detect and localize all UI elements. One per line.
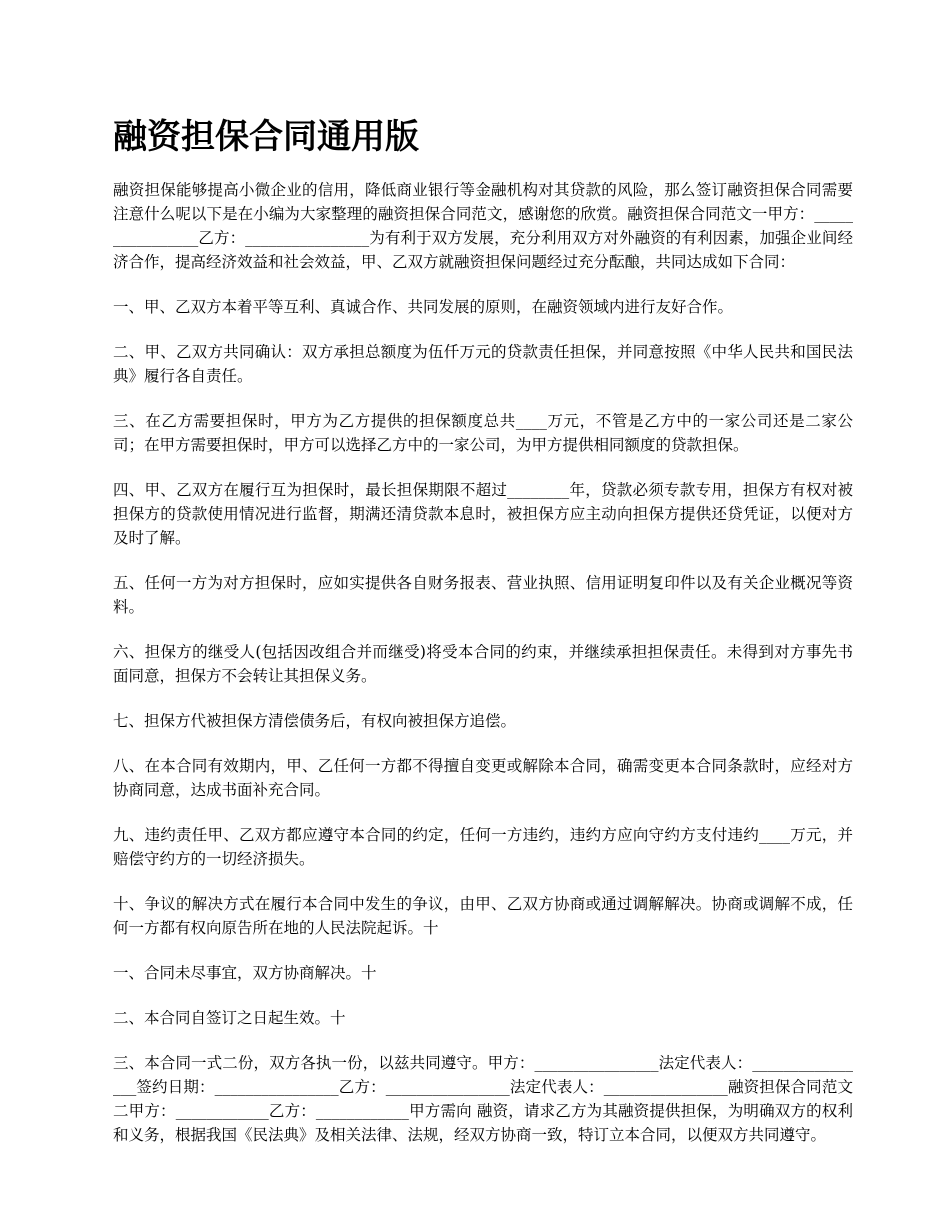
paragraph-clause-13: 三、本合同一式二份，双方各执一份，以兹共同遵守。甲方：________________法定代表人：________________签约日期：________________乙方：________________法定代表人：________________融资担保合同范文二甲方：____________乙方：____________甲方需向 融资，请求乙方为其融资提供担保，为明确双方的权利和义务，根据我国《民法典》及相关法律、法规，经双方协商一致，特订立本合同，以便双方共同遵守。 [113, 1054, 853, 1144]
paragraph-intro: 融资担保能够提高小微企业的信用，降低商业银行等金融机构对其贷款的风险，那么签订融资担保合同需要注意什么呢以下是在小编为大家整理的融资担保合同范文，感谢您的欣赏。融资担保合同范文一甲方：________________乙方：________________为有利于双方发展，充分利用双方对外融资的有利因素，加强企业间经济合作，提高经济效益和社会效益，甲、乙双方就融资担保问题经过充分酝酿，共同达成如下合同： [113, 181, 853, 271]
paragraph-clause-8: 八、在本合同有效期内，甲、乙任何一方都不得擅自变更或解除本合同，确需变更本合同条款时，应经对方协商同意，达成书面补充合同。 [113, 757, 853, 799]
paragraph-clause-4: 四、甲、乙双方在履行互为担保时，最长担保期限不超过________年，贷款必须专款专用，担保方有权对被担保方的贷款使用情况进行监督，期满还清贷款本息时，被担保方应主动向担保方提供还贷凭证，以便对方及时了解。 [113, 481, 853, 547]
paragraph-clause-1: 一、甲、乙双方本着平等互利、真诚合作、共同发展的原则，在融资领域内进行友好合作。 [113, 298, 734, 316]
paragraph-clause-5: 五、任何一方为对方担保时，应如实提供各自财务报表、营业执照、信用证明复印件以及有关企业概况等资料。 [113, 574, 853, 616]
paragraph-clause-2: 二、甲、乙双方共同确认：双方承担总额度为伍仟万元的贷款责任担保，并同意按照《中华人民共和国民法典》履行各自责任。 [113, 343, 853, 385]
paragraph-clause-3: 三、在乙方需要担保时，甲方为乙方提供的担保额度总共____万元，不管是乙方中的一家公司还是二家公司；在甲方需要担保时，甲方可以选择乙方中的一家公司，为甲方提供相同额度的贷款担保。 [113, 412, 853, 454]
document-title: 融资担保合同通用版 [113, 117, 419, 157]
paragraph-clause-6: 六、担保方的继受人(包括因改组合并而继受)将受本合同的约束，并继续承担担保责任。未得到对方事先书面同意，担保方不会转让其担保义务。 [113, 643, 853, 685]
paragraph-clause-7: 七、担保方代被担保方清偿债务后，有权向被担保方追偿。 [113, 712, 517, 730]
paragraph-clause-11: 一、合同未尽事宜，双方协商解决。十 [113, 964, 377, 982]
paragraph-clause-12: 二、本合同自签订之日起生效。十 [113, 1009, 346, 1027]
paragraph-clause-10: 十、争议的解决方式在履行本合同中发生的争议，由甲、乙双方协商或通过调解解决。协商或调解不成，任何一方都有权向原告所在地的人民法院起诉。十 [113, 895, 853, 937]
paragraph-clause-9: 九、违约责任甲、乙双方都应遵守本合同的约定，任何一方违约，违约方应向守约方支付违约____万元，并赔偿守约方的一切经济损失。 [113, 826, 853, 868]
document-body [113, 178, 853, 1168]
